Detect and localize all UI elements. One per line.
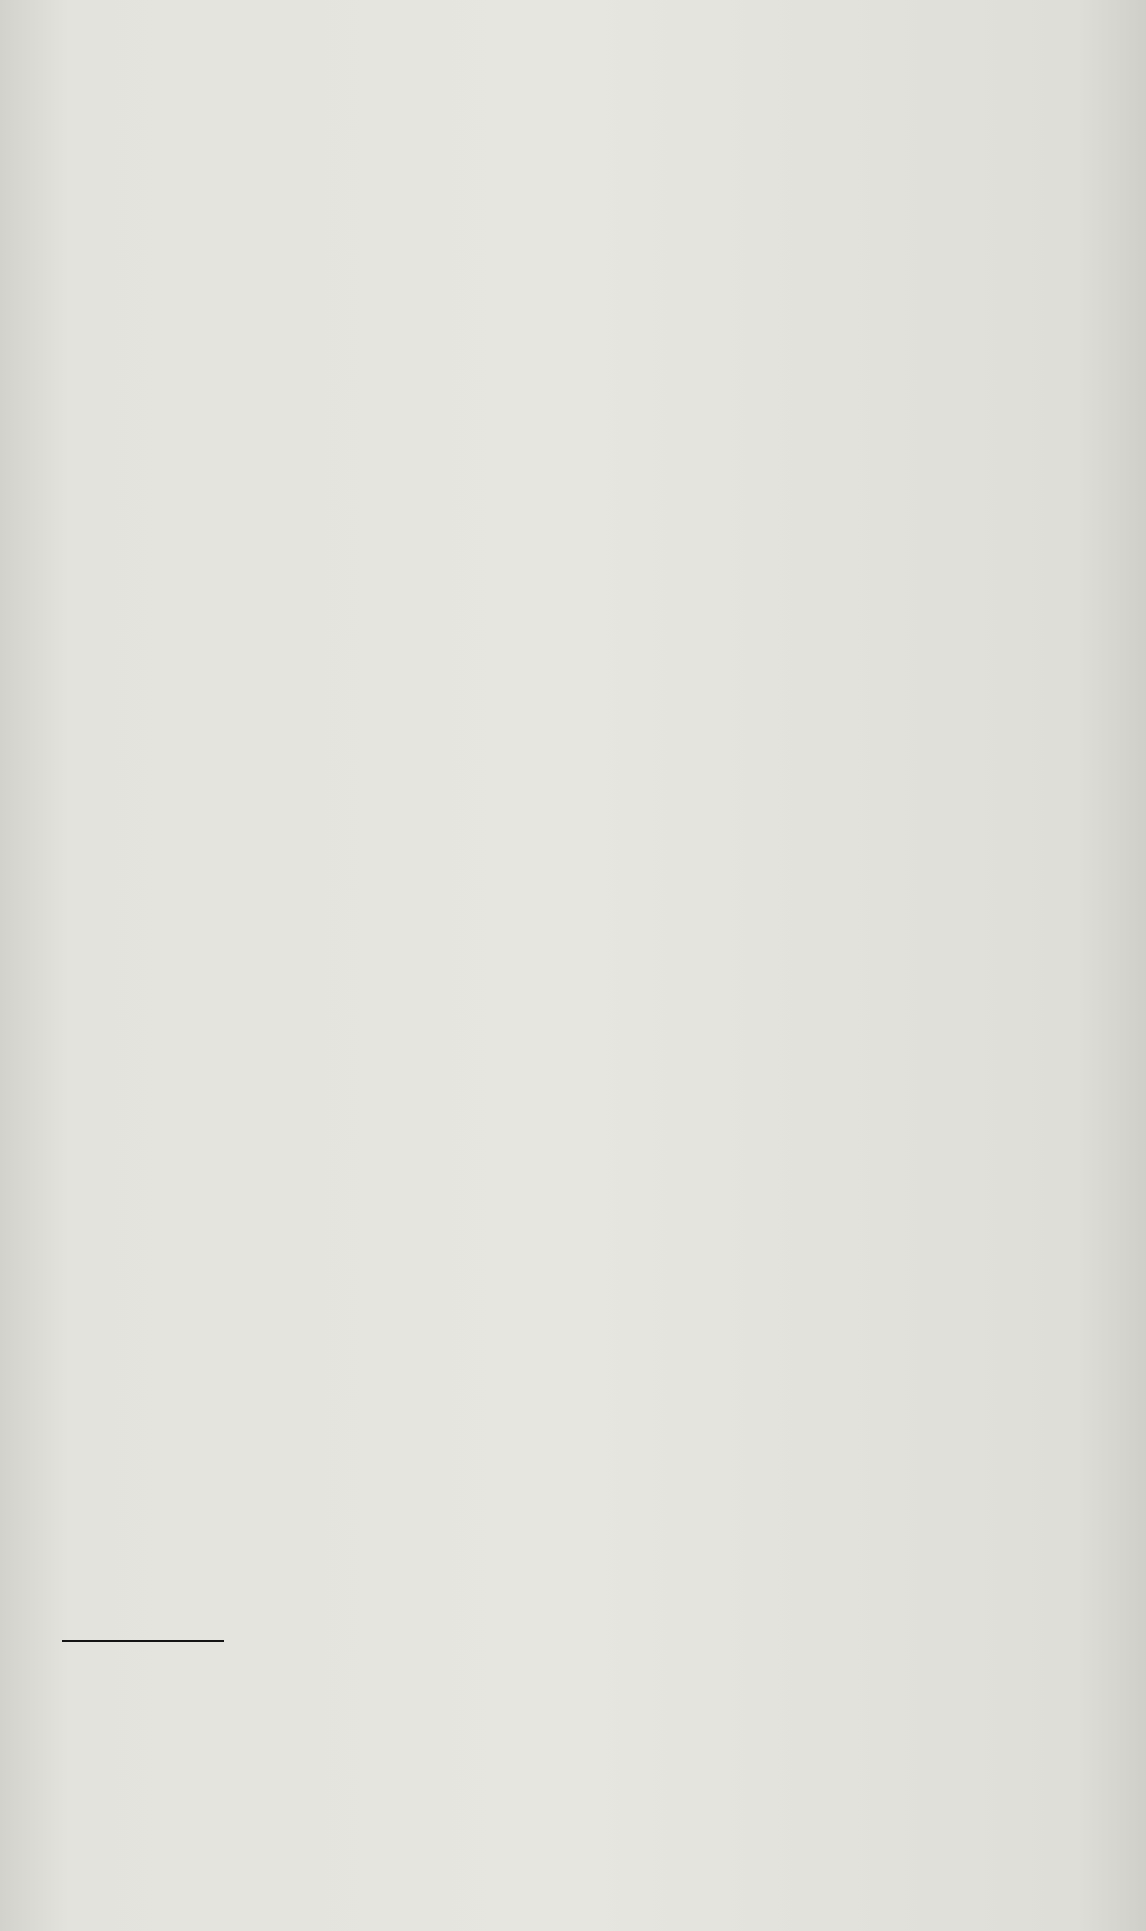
footnote-divider bbox=[62, 1640, 224, 1642]
